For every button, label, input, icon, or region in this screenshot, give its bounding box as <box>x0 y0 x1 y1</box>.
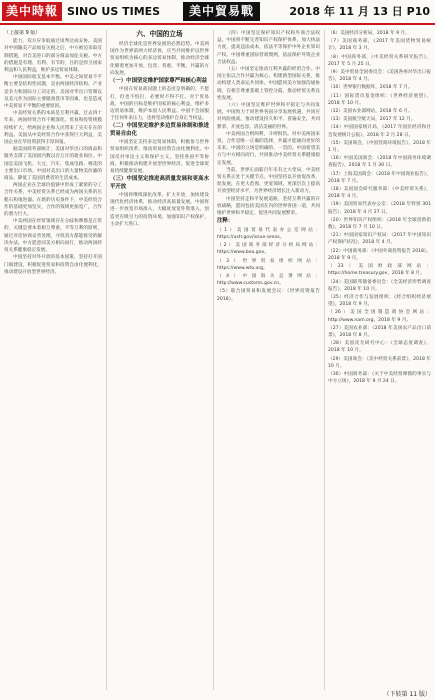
article-column-1 <box>4 30 102 690</box>
paragraph: 中国坚定支持多边贸易体制，积极参与世界贸易组织改革，推动贸易投资自由化便利化。中国反对单边主义和保护主义，坚持各国平等协商，积极推动构建开放型世界经济，促进全球贸易持续健康发展。 <box>110 140 209 175</box>
footnote: （23）美国财政部网站：https://home.treasury.gov，2018 年 8 月。 <box>328 264 431 277</box>
column-divider <box>213 30 214 690</box>
footnote: （8）中国商务部，《中美经贸关系研究报告》，2017 年 5 月 25 日。 <box>328 54 431 67</box>
footnote: （27）美国农业部：《2018 年美国农产品出口前景》，2018 年 8 月。 <box>328 325 431 338</box>
page-header <box>0 0 435 24</box>
continued-on-tag: （下转第 11 版） <box>383 691 431 698</box>
paragraph: 据美国商务部统计，美国对华出口的商品和服务支撑了美国国内数以百万计的就业岗位。中国是美国飞机、大豆、汽车、集成电路、棉花的主要出口市场。中国对美出口的大量物美价廉的商品，降低了美国消费者的生活成本。 <box>4 147 102 182</box>
footnote: （16）中国美国商会：《2018 年中国商务环境调查报告》，2018 年 1 月 30 日。 <box>328 156 431 169</box>
footnote: （3）世界贸易组织网站：https://www.wto.org。 <box>217 258 320 271</box>
footnote: （24）美国联邦储备委员会：《全美经济形势调查报告》，2018 年 10 月。 <box>328 279 431 292</box>
column-divider <box>106 30 107 690</box>
paragraph: 中国国际收支基本平衡。中美之间贸易不平衡主要是结构性问题，是由两国经济结构、产业竞争力和国际分工决定的。美国对华出口管制以及美元作为国际主要储备货币等因素，也是造成中美贸易不平衡的重要原因。 <box>4 75 102 110</box>
footnote: （9）美中贸易全国委员会：《美国各州对华出口报告》，2018 年 4 月。 <box>328 70 431 83</box>
footnote: （4）中国海关总署网站：http://www.customs.gov.cn。 <box>217 273 320 287</box>
masthead <box>2 2 160 21</box>
footnote: （7）美国商务部，《2017 年美国货物贸易统计》，2018 年 3 月。 <box>328 39 431 52</box>
footnote: （11）国际货币基金组织：《世界经济展望》，2018 年 10 月。 <box>328 93 431 106</box>
masthead-logo-cn: 美中時報 <box>2 2 62 21</box>
notes-heading: 注释： <box>217 218 234 225</box>
section-heading: 六、中国的立场 <box>136 30 183 38</box>
continued-from-tag: （上接第 9 版） <box>4 30 41 36</box>
paragraph: 中国在贸易战问题上的态度是明确的，不愿打，但也不怕打，必要时不得不打。对于贸易战，中国的目标是维护国家的核心利益，维护多边贸易体制，维护本国人民利益。中国不会屈服于任何外来压力，也将坚决维护自身正当权益。 <box>110 87 209 122</box>
paragraph: （六）中国坚定维护世界和平稳定与共同发展。中国致力于同世界各国分享发展机遇，共同应对风险挑战，推动建设持久和平、普遍安全、共同繁荣、开放包容、清洁美丽的世界。 <box>217 103 320 130</box>
paragraph: 中美两国在经贸领域存在分歧和摩擦是正常的，关键是要本着相互尊重、平等互利的原则，通过对话协商妥善处理，寻找双方都能接受的解决办法。中方愿意同美方相向而行，推动两国经贸关系健康稳定发展。 <box>4 219 102 254</box>
paragraph: 中国坚持对外开放的基本国策，坚持打开国门搞建设，积极促进贸易和投资自由化便利化，推动建设开放型世界经济。 <box>4 255 102 275</box>
footnote: （22）中国商务部：《中国外商投资报告 2018》，2018 年 9 月。 <box>328 248 431 261</box>
article-column-4 <box>328 30 431 690</box>
subsection-title: （三）中国坚定推进高质量发展和更高水平开放 <box>110 176 209 190</box>
header-rule <box>0 23 435 25</box>
footnote: （28）美国皮尤研究中心：《全球态度调查》，2018 年 10 月。 <box>328 341 431 354</box>
paragraph: 中国坚持走和平发展道路，坚持互利共赢的开放战略，愿同包括美国在内的世界各国一道，共同维护世界和平稳定，促进共同发展繁荣。 <box>217 196 320 217</box>
footnote: （20）世界知识产权组织：《2018 年全球创新指数》，2018 年 7 月 10 日。 <box>328 217 431 231</box>
paragraph: 当前，世界正面临百年未有之大变局，中美经贸关系正处于关键节点。中国坚持以开放促改革、促发展，在更大范围、更宽领域、更深层次上提高开放型经济水平，为世界经济增长注入新动力。 <box>217 167 320 195</box>
paragraph: 中美经贸关系的本质是互利共赢。过去四十年来，两国经贸合作不断深化，贸易和投资规模持续扩大，给两国企业和人民带来了实实在在的利益。美国从中美经贸合作中获得巨大利益，美国企业在华投资获得丰厚回报。 <box>4 111 102 146</box>
footnote: （26）美国全国制造商协会网站：http://www.nam.org，2018 年 9 月。 <box>328 310 431 323</box>
footnote: （13）美国航空航天局，2017 年 12 月。 <box>328 117 416 123</box>
footnote: （5）联合国贸易和发展会议：《世界投资报告 2018》。 <box>217 289 320 302</box>
masthead-logo-en: SINO US TIMES <box>67 5 161 18</box>
footnote: （25）经济合作与发展组织：《经合组织经济展望》，2018 年 9 月。 <box>328 294 431 308</box>
footnote: （21）中国国家知识产权局：《2017 年中国知识产权保护状况》，2018 年 4 月。 <box>328 233 431 246</box>
footnote: （14）中国国家统计局，《2017 年国民经济和社会发展统计公报》，2018 年 2 月 28 日。 <box>328 125 431 138</box>
dateline: 2018 年 11 月 13 日 P10 <box>289 5 430 18</box>
footnote: （29）美国商会：《美中经贸关系前景》，2018 年 10 月。 <box>328 356 431 369</box>
footnote: （17）上海美国商会：《2018 年中国商业报告》，2018 年 7 月。 <box>328 171 431 184</box>
article-column-2 <box>110 30 209 690</box>
paragraph: 能力，双方应争取通过谈判达成妥协。美国对中国输美产品加征关税之后，中方被迫采取反制措施，对自美进口的部分商品加征关税。中方的措施是有理、有利、有节的，目的是捍卫国家利益和人民利益，维护多边贸易体制。 <box>4 39 102 74</box>
subsection-title: （二）中国坚定维护多边贸易体制和推进贸易自由化 <box>110 123 209 137</box>
paragraph: 中国将继续深化改革，扩大开放，加快建设现代化经济体系，推动经济高质量发展。中国将进一步放宽市场准入，大幅度放宽外资准入，创造更有吸引力的投资环境，加强知识产权保护，主动扩大进口。 <box>110 193 209 227</box>
subsection-title: （一）中国坚定维护国家尊严和核心利益 <box>110 78 208 85</box>
footnote: （10）世界银行数据库，2018 年 7 月。 <box>328 85 413 91</box>
footnote: （18）美国国会研究服务部：《中美经贸关系》，2018 年 4 月。 <box>328 187 431 200</box>
paragraph: 中美两国合则两利，斗则俱伤。对中美两国来说，合作是唯一正确的选择，共赢才能通向更好的未来。中国的立场是明确的、一贯的。中国希望美方与中方相向而行，共同推动中美经贸关系健康稳定发展。 <box>217 131 320 166</box>
section-title: 美中貿易戰 <box>183 2 260 21</box>
paragraph: 经济全球化是世界发展的必然趋势。中美两国作为世界前两大经济体，应当共同维护以世界贸易组织为核心的多边贸易体制，推动经济全球化朝着更加开放、包容、普惠、平衡、共赢的方向发展。 <box>110 42 209 76</box>
paragraph: （四）中国坚定保护知识产权和外商合法权益。中国将不断完善知识产权保护体系，加大执法力度，提高违法成本，依法平等保护中外企业知识产权。中国尊重国际营商惯例，依法保护外资企业合法权益。 <box>217 31 320 65</box>
footnote: （2）美国商务部经济分析局网站：https://www.bea.gov。 <box>217 243 320 256</box>
column-divider <box>324 30 325 690</box>
footnote: （12）美国农业部网站，2018 年 6 月。 <box>328 109 413 115</box>
article-column-3 <box>217 30 320 690</box>
footnote: （1）美国贸易代表办公室网站：https://ustr.gov/issue-areas。 <box>217 227 320 240</box>
footnote: （15）美国商会，《中国营商环境报告》，2018 年 1 月。 <box>328 140 431 154</box>
paragraph: （五）中国坚定推动互利共赢的经贸合作。中国主张以合作共赢为核心，构建新型国际关系，推动构建人类命运共同体。中国愿同美方加强沟通协调，在相互尊重基础上管控分歧，推动经贸关系良性发展。 <box>217 67 320 101</box>
footnote: （30）中国商务部：《关于中美经贸摩擦的事实与中方立场》，2018 年 9 月 24 日。 <box>328 371 431 385</box>
footnote: （6）美国经济分析局，2018 年 9 月。 <box>328 31 410 36</box>
paragraph: 两国企业在全球价值链中形成了紧密的分工合作关系，中美经贸关系已经成为两国关系的压舱石和推进器。在新的历史条件下，中美经贸合作的基础更加坚实，合作的领域更加宽广，合作的潜力巨大。 <box>4 183 102 218</box>
footnote: （19）美国贸易代表办公室：《2018 年特别 301 报告》，2018 年 4 月 27 日。 <box>328 202 431 215</box>
